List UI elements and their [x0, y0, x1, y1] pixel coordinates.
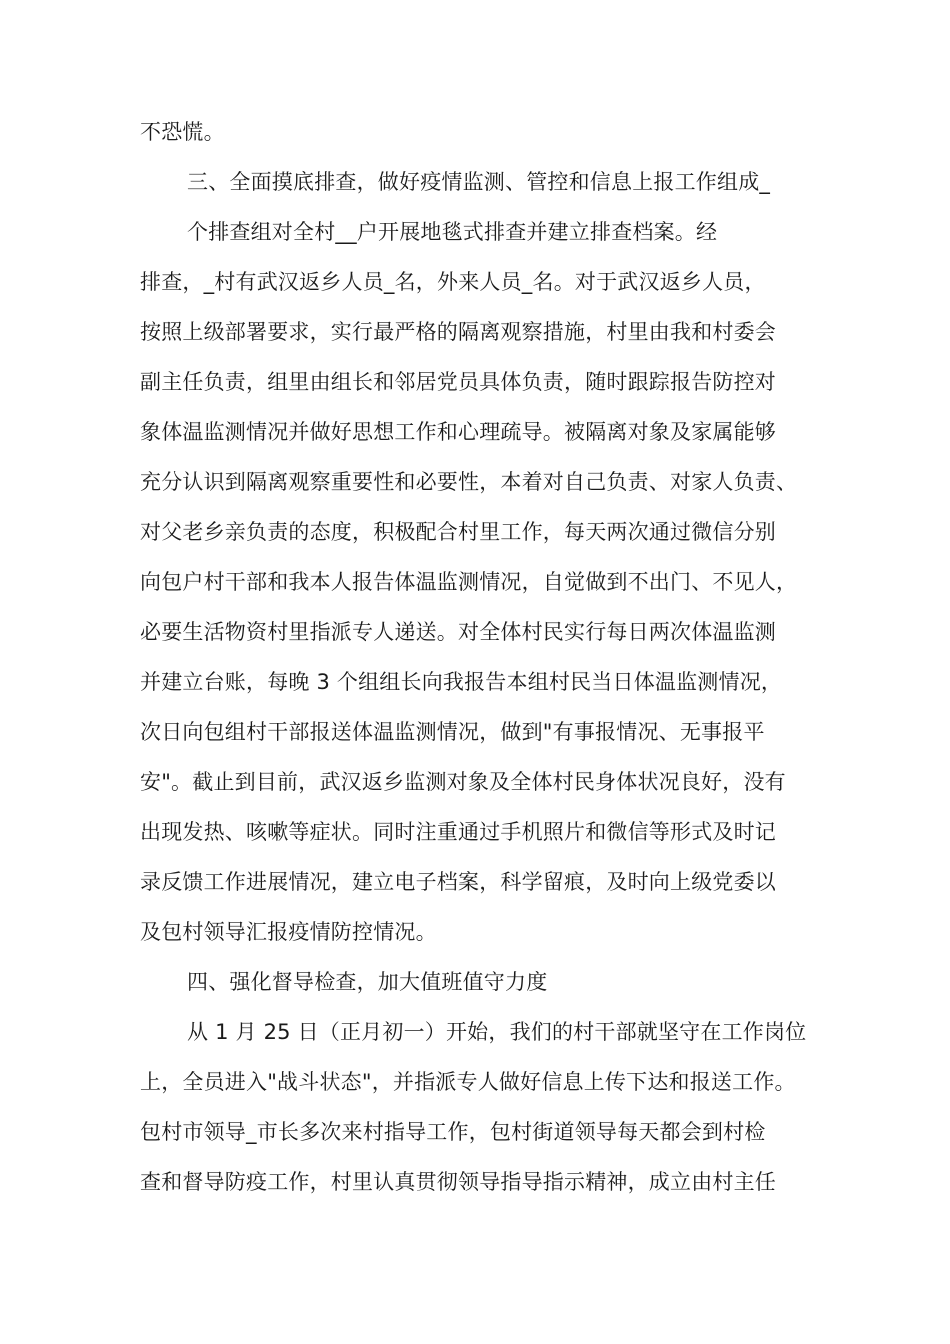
text-line: 按照上级部署要求，实行最严格的隔离观察措施，村里由我和村委会	[140, 320, 776, 344]
text-line: 个排查组对全村__户开展地毯式排查并建立排查档案。经	[187, 220, 718, 244]
text-line: 排查，_村有武汉返乡人员_名，外来人员_名。对于武汉返乡人员，	[140, 270, 766, 294]
text-line: 次日向包组村干部报送体温监测情况，做到"有事报情况、无事报平	[140, 720, 765, 744]
text-line: 出现发热、咳嗽等症状。同时注重通过手机照片和微信等形式及时记	[140, 820, 776, 844]
text-line: 对父老乡亲负责的态度，积极配合村里工作，每天两次通过微信分别	[140, 520, 776, 544]
text-line: 上，全员进入"战斗状态"，并指派专人做好信息上传下达和报送工作。	[140, 1070, 796, 1094]
text-line: 查和督导防疫工作，村里认真贯彻领导指导指示精神，成立由村主任	[140, 1170, 776, 1194]
text-line: 包村市领导_市长多次来村指导工作，包村街道领导每天都会到村检	[140, 1120, 766, 1144]
text-line: 充分认识到隔离观察重要性和必要性，本着对自己负责、对家人负责、	[140, 470, 798, 494]
text-line: 从 1 月 25 日（正月初一）开始，我们的村干部就坚守在工作岗位	[187, 1020, 807, 1044]
text-line: 录反馈工作进展情况，建立电子档案，科学留痕，及时向上级党委以	[140, 870, 776, 894]
text-line: 不恐慌。	[140, 120, 225, 144]
text-line: 象体温监测情况并做好思想工作和心理疏导。被隔离对象及家属能够	[140, 420, 776, 444]
text-line: 及包村领导汇报疫情防控情况。	[140, 920, 437, 944]
text-line: 安"。截止到目前，武汉返乡监测对象及全体村民身体状况良好，没有	[140, 770, 786, 794]
text-line: 副主任负责，组里由组长和邻居党员具体负责，随时跟踪报告防控对	[140, 370, 776, 394]
section-heading-three: 三、全面摸底排查，做好疫情监测、管控和信息上报工作组成_	[187, 170, 771, 194]
text-line: 并建立台账，每晚 3 个组组长向我报告本组村民当日体温监测情况，	[140, 670, 783, 694]
text-line: 向包户村干部和我本人报告体温监测情况，自觉做到不出门、不见人，	[140, 570, 798, 594]
text-line: 必要生活物资村里指派专人递送。对全体村民实行每日两次体温监测	[140, 620, 776, 644]
section-heading-four: 四、强化督导检查，加大值班值守力度	[187, 970, 548, 994]
